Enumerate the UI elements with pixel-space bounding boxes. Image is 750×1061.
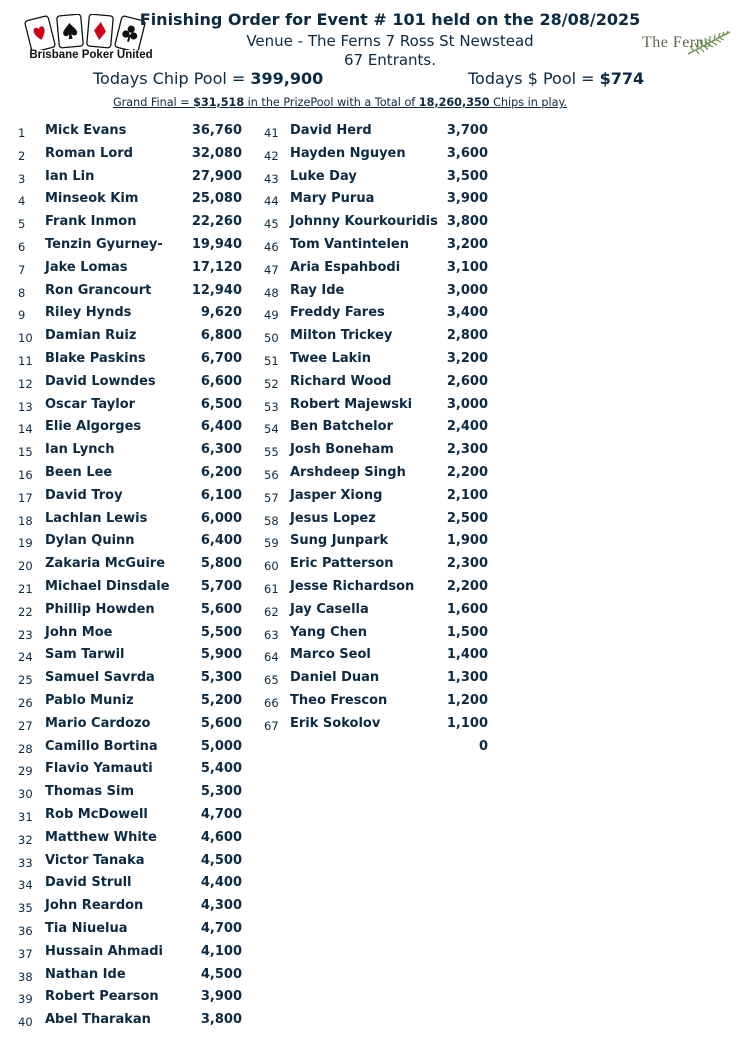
result-row <box>0 439 750 462</box>
results-table <box>0 120 750 1040</box>
result-row <box>0 781 750 804</box>
finish-position: 60 <box>264 559 279 574</box>
chip-count: 3,800 <box>200 1012 242 1028</box>
player-name: Oscar Taylor <box>45 396 136 412</box>
result-row <box>0 986 750 1009</box>
finish-position: 22 <box>18 604 33 619</box>
the-ferns-logo <box>638 30 738 56</box>
finish-position: 30 <box>18 787 33 802</box>
result-row <box>0 280 750 303</box>
result-row <box>0 872 750 895</box>
finish-position: 51 <box>264 354 279 368</box>
chip-count: 3,200 <box>446 237 488 252</box>
finish-position: 48 <box>264 285 279 300</box>
finish-position: 62 <box>264 604 279 619</box>
finish-position: 50 <box>264 331 279 346</box>
player-name: Pablo Muniz <box>45 693 134 708</box>
chip-count: 5,400 <box>200 761 242 777</box>
finish-position: 8 <box>18 285 26 300</box>
player-name: Zakaria McGuire <box>45 556 166 572</box>
chip-count: 6,200 <box>200 465 242 480</box>
player-name: Luke Day <box>290 168 357 184</box>
dollar-pool <box>468 69 644 88</box>
chip-count: 5,000 <box>200 738 242 754</box>
chip-count: 2,100 <box>446 487 488 503</box>
chip-count: 4,600 <box>200 829 242 845</box>
result-row <box>0 394 750 417</box>
player-name: Frank Inmon <box>45 214 137 230</box>
finish-position: 5 <box>18 217 26 232</box>
player-name: David Strull <box>45 875 132 891</box>
result-row <box>0 348 750 371</box>
chip-count: 2,200 <box>446 579 488 594</box>
grand-final-prefix: Grand Final = <box>113 96 194 109</box>
chip-count: 4,300 <box>200 898 242 914</box>
chip-count: 27,900 <box>191 168 242 184</box>
player-name: Tom Vantintelen <box>290 237 410 252</box>
player-name: Nathan Ide <box>45 966 126 982</box>
finish-position: 35 <box>18 901 33 916</box>
chip-count: 2,600 <box>446 373 488 389</box>
chip-count: 2,400 <box>446 419 488 435</box>
chip-count: 5,900 <box>200 647 242 663</box>
chip-count: 2,300 <box>446 442 488 458</box>
finish-position: 45 <box>264 217 279 232</box>
player-name: Abel Tharakan <box>45 1012 151 1028</box>
player-name: Flavio Yamauti <box>45 761 153 777</box>
player-name: Matthew White <box>45 829 157 845</box>
finish-position: 56 <box>264 468 279 482</box>
finish-position: 33 <box>18 855 33 870</box>
finish-position: 28 <box>18 741 33 756</box>
chip-count: 6,500 <box>200 396 242 412</box>
chip-count: 3,100 <box>446 259 488 275</box>
player-name: Elie Algorges <box>45 419 142 435</box>
chip-pool-label: Todays Chip Pool = <box>93 69 251 88</box>
finish-position: 41 <box>264 126 279 140</box>
chip-count: 5,700 <box>200 579 242 594</box>
player-name: Josh Boneham <box>290 442 394 458</box>
player-name: Sam Tarwil <box>45 647 125 663</box>
finish-position: 58 <box>264 513 279 528</box>
finish-position: 16 <box>18 468 33 482</box>
finish-position: 39 <box>18 992 33 1007</box>
chip-count: 17,120 <box>191 259 242 275</box>
result-row <box>0 325 750 348</box>
chip-count: 4,100 <box>200 943 242 959</box>
finish-position: 29 <box>18 764 33 779</box>
chip-count: 1,600 <box>446 601 488 617</box>
finish-position: 23 <box>18 627 33 642</box>
result-row <box>0 827 750 850</box>
chip-count: 6,800 <box>200 328 242 344</box>
result-row <box>0 644 750 667</box>
chip-count: 4,700 <box>200 921 242 936</box>
player-name: Marco Seol <box>290 647 371 663</box>
finish-position: 13 <box>18 399 33 414</box>
finish-position: 1 <box>18 126 26 140</box>
finish-position: 54 <box>264 422 279 437</box>
player-name: Tia Niuelua <box>45 921 128 936</box>
chip-count: 25,080 <box>191 191 242 207</box>
chip-count: 1,400 <box>446 647 488 663</box>
chip-count: 3,400 <box>446 305 488 321</box>
result-row <box>0 804 750 827</box>
result-row <box>0 530 750 553</box>
chip-count: 6,300 <box>200 442 242 458</box>
result-row <box>0 485 750 508</box>
result-row <box>0 622 750 645</box>
finish-position: 4 <box>18 194 26 209</box>
finish-position: 67 <box>264 718 279 733</box>
chip-count: 5,200 <box>200 693 242 708</box>
player-name: Richard Wood <box>290 373 392 389</box>
player-name: Camillo Bortina <box>45 738 158 754</box>
logo-text: Brisbane Poker United <box>29 49 153 61</box>
player-name: Ben Batchelor <box>290 419 393 435</box>
result-row <box>0 371 750 394</box>
finish-position: 66 <box>264 696 279 710</box>
finish-position: 63 <box>264 627 279 642</box>
grand-final-line <box>113 96 567 109</box>
player-name: Hayden Nguyen <box>290 145 406 161</box>
finish-position: 32 <box>18 832 33 847</box>
fern-leaf-icon <box>686 30 734 56</box>
player-name: Samuel Savrda <box>45 670 155 686</box>
player-name: Theo Frescon <box>290 693 388 708</box>
finish-position: 40 <box>18 1015 33 1030</box>
grand-final-middle: in the PrizePool with a Total of <box>244 96 419 109</box>
player-name: Mario Cardozo <box>45 715 151 731</box>
finish-position: 47 <box>264 262 279 277</box>
result-row <box>0 895 750 918</box>
player-name: Rob McDowell <box>45 807 148 822</box>
chip-count: 3,900 <box>200 989 242 1005</box>
finish-position: 18 <box>18 513 33 528</box>
finish-position: 52 <box>264 376 279 391</box>
result-row <box>0 462 750 485</box>
finish-position: 14 <box>18 422 33 437</box>
finish-position: 46 <box>264 240 279 254</box>
finish-position: 61 <box>264 582 279 596</box>
result-row <box>0 188 750 211</box>
chip-count: 2,800 <box>446 328 488 344</box>
finish-position: 43 <box>264 171 279 186</box>
player-name: Roman Lord <box>45 145 133 161</box>
finish-position: 20 <box>18 559 33 574</box>
player-name: Thomas Sim <box>45 784 135 800</box>
chip-count: 1,200 <box>446 693 488 708</box>
finish-position: 15 <box>18 445 33 460</box>
finish-position: 64 <box>264 650 279 665</box>
result-row <box>0 416 750 439</box>
chip-count: 36,760 <box>191 123 242 138</box>
player-name: Robert Majewski <box>290 396 413 412</box>
result-row <box>0 736 750 759</box>
chip-count: 3,600 <box>446 145 488 161</box>
finish-position: 27 <box>18 718 33 733</box>
player-name: Jasper Xiong <box>290 487 383 503</box>
player-name: Hussain Ahmadi <box>45 943 164 959</box>
chip-count: 1,500 <box>446 624 488 640</box>
venue-line: Venue - The Ferns 7 Ross St Newstead <box>246 32 534 50</box>
finish-position: 59 <box>264 536 279 551</box>
finish-position: 24 <box>18 650 33 665</box>
result-row <box>0 690 750 713</box>
finish-position: 49 <box>264 308 279 323</box>
chip-count: 6,400 <box>200 419 242 435</box>
result-row <box>0 599 750 622</box>
chip-count: 3,200 <box>446 351 488 366</box>
chip-count: 5,600 <box>200 601 242 617</box>
player-name: David Troy <box>45 487 123 503</box>
finish-position: 36 <box>18 924 33 938</box>
player-name: Jake Lomas <box>45 259 128 275</box>
chip-count: 5,300 <box>200 784 242 800</box>
grand-final-chips: 18,260,350 <box>418 96 490 109</box>
chip-count: 3,700 <box>446 123 488 138</box>
player-name: Aria Espahbodi <box>290 259 401 275</box>
chip-count: 32,080 <box>191 145 242 161</box>
chip-count: 4,500 <box>200 966 242 982</box>
finish-position: 9 <box>18 308 26 323</box>
chip-count: 3,800 <box>446 214 488 230</box>
chip-count: 4,500 <box>200 852 242 868</box>
player-name: Daniel Duan <box>290 670 380 686</box>
player-name: Minseok Kim <box>45 191 139 207</box>
result-row <box>0 508 750 531</box>
chip-count: 1,900 <box>446 533 488 549</box>
player-name: Jesse Richardson <box>290 579 415 594</box>
chip-count: 0 <box>478 738 488 754</box>
finish-position: 57 <box>264 490 279 505</box>
player-name: Damian Ruiz <box>45 328 137 344</box>
chip-count: 22,260 <box>191 214 242 230</box>
player-name: John Reardon <box>45 898 144 914</box>
chip-count: 12,940 <box>191 282 242 298</box>
result-row <box>0 667 750 690</box>
entrants-count: 67 Entrants. <box>343 51 437 69</box>
player-name: Victor Tanaka <box>45 852 145 868</box>
result-row <box>0 758 750 781</box>
player-name: Freddy Fares <box>290 305 385 321</box>
finish-position: 65 <box>264 673 279 688</box>
player-name: Yang Chen <box>290 624 367 640</box>
player-name: Ron Grancourt <box>45 282 152 298</box>
player-name: Mary Purua <box>290 191 375 207</box>
finish-position: 42 <box>264 148 279 163</box>
player-name: Blake Paskins <box>45 351 146 366</box>
finish-position: 11 <box>18 354 33 368</box>
finish-position: 37 <box>18 946 33 961</box>
chip-pool <box>93 69 323 88</box>
player-name: Ray Ide <box>290 282 345 298</box>
result-row <box>0 120 750 143</box>
chip-count: 4,700 <box>200 807 242 822</box>
finish-position: 38 <box>18 969 33 984</box>
chip-count: 6,600 <box>200 373 242 389</box>
player-name: David Herd <box>290 123 372 138</box>
page-title: Finishing Order for Event # 101 held on the 28/08/2025 <box>139 10 641 29</box>
chip-count: 1,100 <box>446 715 488 731</box>
chip-count: 3,900 <box>446 191 488 207</box>
chip-count: 2,500 <box>446 510 488 526</box>
chip-count: 6,700 <box>200 351 242 366</box>
chip-count: 5,800 <box>200 556 242 572</box>
grand-final-amount: $31,518 <box>193 96 245 109</box>
player-name: Lachlan Lewis <box>45 510 148 526</box>
result-row <box>0 166 750 189</box>
dollar-pool-label: Todays $ Pool = <box>468 69 600 88</box>
finish-position: 21 <box>18 582 33 596</box>
player-name: Erik Sokolov <box>290 715 381 731</box>
finish-position: 25 <box>18 673 33 688</box>
result-row <box>0 143 750 166</box>
result-row <box>0 1009 750 1032</box>
result-row <box>0 918 750 941</box>
player-name: Ian Lin <box>45 168 95 184</box>
result-row <box>0 576 750 599</box>
chip-count: 2,300 <box>446 556 488 572</box>
grand-final-suffix: Chips in play. <box>489 96 568 109</box>
result-row <box>0 850 750 873</box>
chip-count: 3,000 <box>446 396 488 412</box>
chip-count: 5,300 <box>200 670 242 686</box>
player-name: John Moe <box>45 624 113 640</box>
result-row <box>0 257 750 280</box>
finish-position: 26 <box>18 696 33 710</box>
player-name: Twee Lakin <box>290 351 372 366</box>
chip-count: 2,200 <box>446 465 488 480</box>
player-name: Robert Pearson <box>45 989 159 1005</box>
player-name: David Lowndes <box>45 373 156 389</box>
result-row <box>0 234 750 257</box>
chip-count: 19,940 <box>191 237 242 252</box>
player-name: Ian Lynch <box>45 442 115 458</box>
player-name: Sung Junpark <box>290 533 389 549</box>
player-name: Michael Dinsdale <box>45 579 170 594</box>
player-name: Johnny Kourkouridis <box>290 214 438 230</box>
chip-count: 5,500 <box>200 624 242 640</box>
finish-position: 53 <box>264 399 279 414</box>
chip-count: 3,000 <box>446 282 488 298</box>
player-name: Milton Trickey <box>290 328 393 344</box>
finish-position: 7 <box>18 262 26 277</box>
chip-count: 5,600 <box>200 715 242 731</box>
finish-position: 17 <box>18 490 33 505</box>
player-name: Riley Hynds <box>45 305 132 321</box>
chip-pool-value: 399,900 <box>250 69 324 88</box>
chip-count: 1,300 <box>446 670 488 686</box>
finish-position: 6 <box>18 240 26 254</box>
finish-position: 10 <box>18 331 33 346</box>
result-row <box>0 302 750 325</box>
player-name: Phillip Howden <box>45 601 155 617</box>
player-name: Arshdeep Singh <box>290 465 406 480</box>
result-row <box>0 964 750 987</box>
player-name: Mick Evans <box>45 123 127 138</box>
result-row <box>0 553 750 576</box>
logo-text-ferns: The Ferns <box>642 34 711 51</box>
chip-count: 6,400 <box>200 533 242 549</box>
result-row <box>0 211 750 234</box>
result-row <box>0 713 750 736</box>
finish-position: 3 <box>18 171 26 186</box>
player-name: Jay Casella <box>290 601 369 617</box>
finish-position: 19 <box>18 536 33 551</box>
chip-count: 6,000 <box>200 510 242 526</box>
player-name: Tenzin Gyurney- <box>45 237 163 252</box>
chip-count: 4,400 <box>200 875 242 891</box>
finish-position: 31 <box>18 810 33 824</box>
player-name: Been Lee <box>45 465 113 480</box>
chip-count: 6,100 <box>200 487 242 503</box>
chip-count: 9,620 <box>200 305 242 321</box>
player-name: Eric Patterson <box>290 556 394 572</box>
finish-position: 55 <box>264 445 279 460</box>
finish-position: 12 <box>18 376 33 391</box>
player-name: Dylan Quinn <box>45 533 135 549</box>
finish-position: 34 <box>18 878 33 893</box>
result-row <box>0 941 750 964</box>
chip-count: 3,500 <box>446 168 488 184</box>
dollar-pool-value: $774 <box>599 69 645 88</box>
finish-position: 44 <box>264 194 279 209</box>
finish-position: 2 <box>18 148 26 163</box>
player-name: Jesus Lopez <box>290 510 376 526</box>
